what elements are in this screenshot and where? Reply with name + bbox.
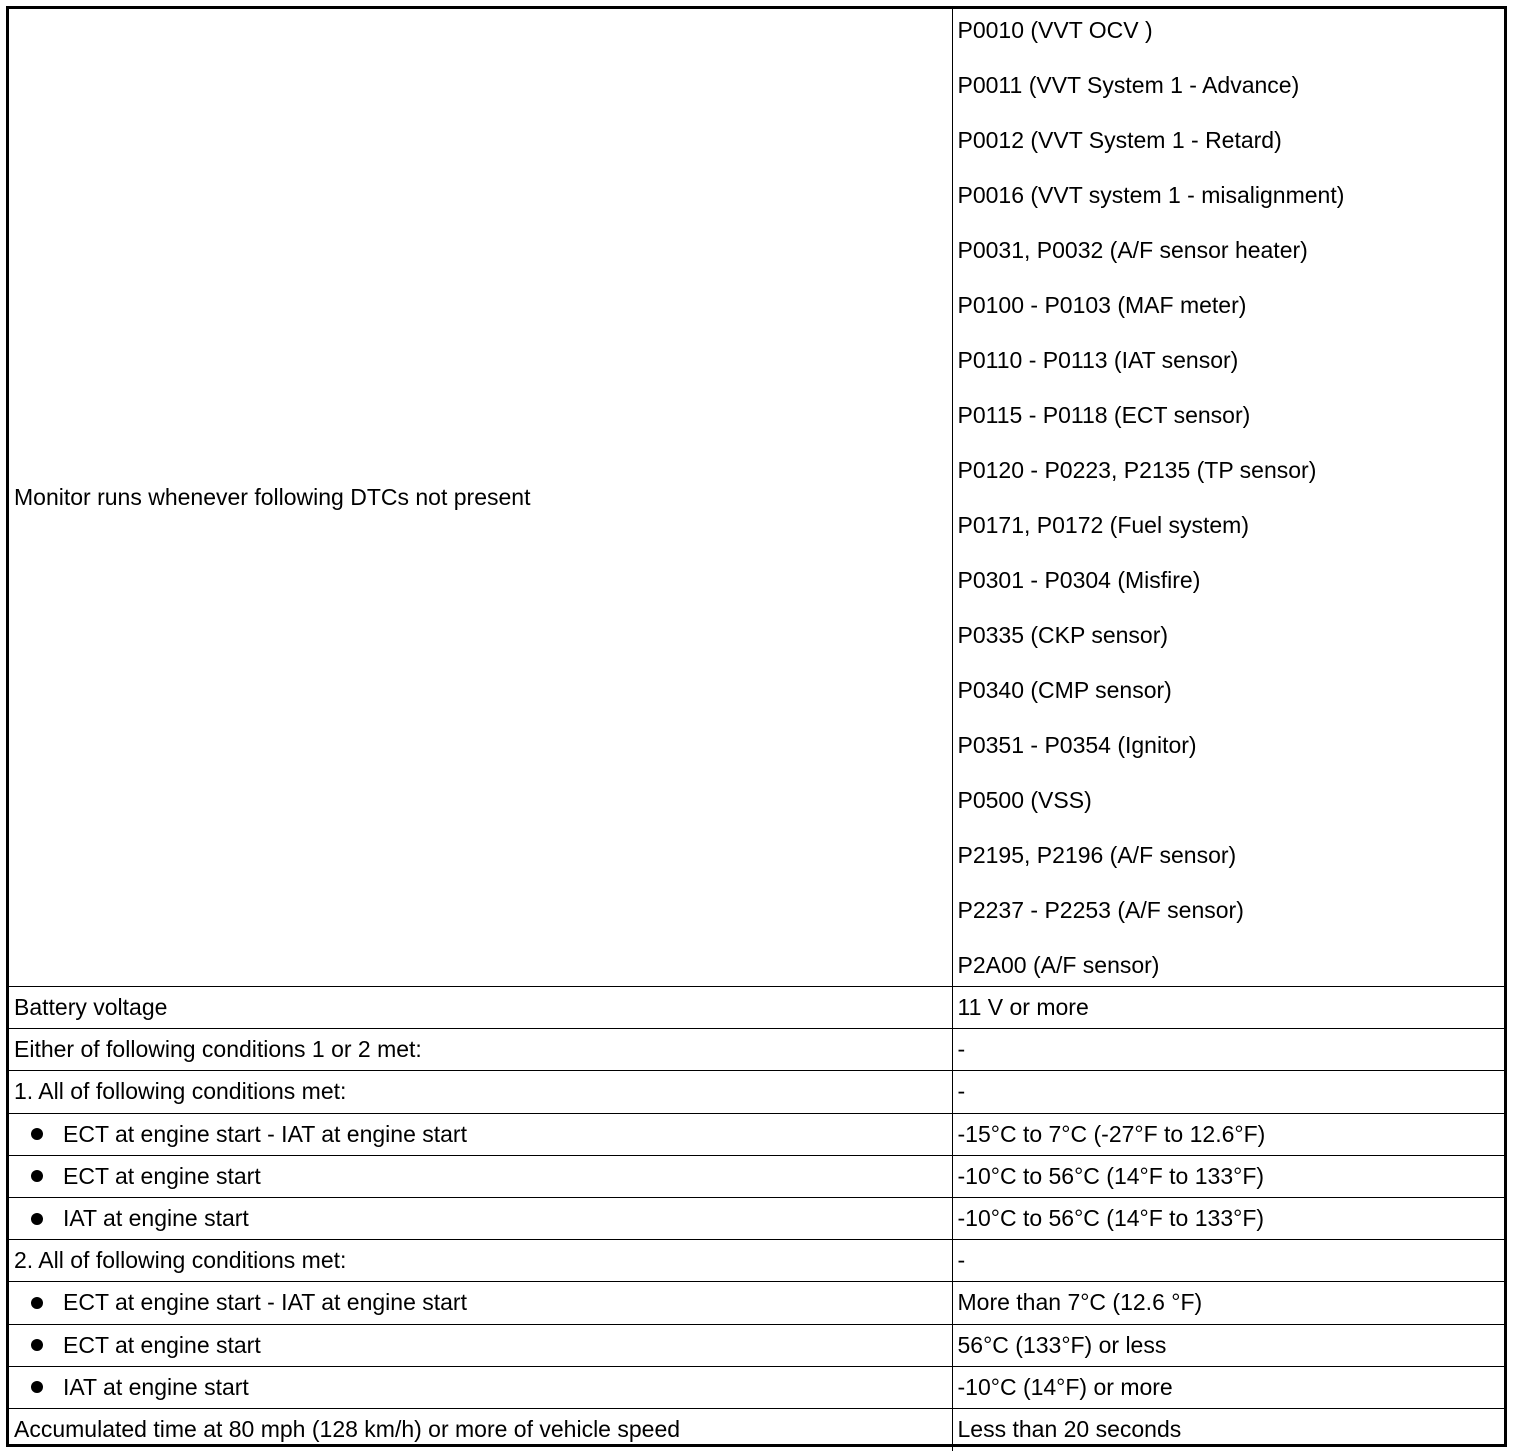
dtc-label-cell: Monitor runs whenever following DTCs not present <box>9 9 952 987</box>
condition-label: IAT at engine start <box>63 1373 249 1400</box>
table-row <box>9 1282 1504 1324</box>
condition-value: - <box>952 1071 1504 1113</box>
dtc-code: P0011 (VVT System 1 - Advance) <box>957 72 1300 98</box>
bullet-item <box>14 1291 952 1314</box>
condition-value: -10°C to 56°C (14°F to 133°F) <box>952 1155 1504 1197</box>
bullet-item <box>14 1207 952 1230</box>
bullet-dot-icon <box>31 1339 43 1351</box>
table-row <box>9 1071 1504 1113</box>
table-row <box>9 1113 1504 1155</box>
bullet-dot-icon <box>31 1297 43 1309</box>
bullet-item <box>14 1331 952 1358</box>
condition-value: -10°C (14°F) or more <box>952 1366 1504 1408</box>
table-row <box>9 1029 1504 1071</box>
condition-value: 56°C (133°F) or less <box>952 1324 1504 1366</box>
dtc-code: P0351 - P0354 (Ignitor) <box>957 732 1197 758</box>
condition-label-cell <box>9 1282 952 1324</box>
condition-label: ECT at engine start - IAT at engine start <box>63 1120 467 1147</box>
table-row <box>9 1366 1504 1408</box>
dtc-codes-cell <box>952 9 1504 987</box>
condition-label: ECT at engine start - IAT at engine start <box>63 1289 467 1316</box>
dtc-code: P2A00 (A/F sensor) <box>957 952 1160 978</box>
bullet-item <box>14 1162 952 1189</box>
condition-label: 1. All of following conditions met: <box>9 1071 952 1113</box>
condition-value: Less than 20 seconds <box>952 1408 1504 1450</box>
dtc-code: P0016 (VVT system 1 - misalignment) <box>957 182 1345 208</box>
condition-label: ECT at engine start <box>63 1162 261 1189</box>
dtc-code: P0120 - P0223, P2135 (TP sensor) <box>957 457 1317 483</box>
condition-label-cell <box>9 1155 952 1197</box>
dtc-code: P0012 (VVT System 1 - Retard) <box>957 127 1282 153</box>
table-row <box>9 1240 1504 1282</box>
condition-label: ECT at engine start <box>63 1331 261 1358</box>
bullet-dot-icon <box>31 1128 43 1140</box>
condition-value: More than 7°C (12.6 °F) <box>952 1282 1504 1324</box>
condition-value: -15°C to 7°C (-27°F to 12.6°F) <box>952 1113 1504 1155</box>
condition-label: Either of following conditions 1 or 2 met: <box>9 1029 952 1071</box>
dtc-code: P0335 (CKP sensor) <box>957 622 1169 648</box>
table-row <box>9 1155 1504 1197</box>
table-row <box>9 987 1504 1029</box>
condition-label: 2. All of following conditions met: <box>9 1240 952 1282</box>
dtc-code: P0100 - P0103 (MAF meter) <box>957 292 1247 318</box>
condition-label-cell <box>9 1113 952 1155</box>
condition-value: -10°C to 56°C (14°F to 133°F) <box>952 1197 1504 1239</box>
condition-value: - <box>952 1029 1504 1071</box>
dtc-code: P0171, P0172 (Fuel system) <box>957 512 1249 538</box>
table-row-dtc <box>9 9 1504 987</box>
condition-value: - <box>952 1240 1504 1282</box>
dtc-code-list <box>958 9 1505 986</box>
dtc-code: P2237 - P2253 (A/F sensor) <box>957 897 1244 923</box>
spec-table <box>9 9 1504 1451</box>
dtc-code: P0110 - P0113 (IAT sensor) <box>957 347 1239 373</box>
table-row <box>9 1197 1504 1239</box>
bullet-item <box>14 1373 952 1400</box>
condition-label: IAT at engine start <box>63 1205 249 1232</box>
dtc-code: P0115 - P0118 (ECT sensor) <box>957 402 1251 428</box>
condition-label-cell <box>9 1197 952 1239</box>
spec-table-frame <box>6 6 1507 1447</box>
dtc-code: P2195, P2196 (A/F sensor) <box>957 842 1237 868</box>
dtc-code: P0010 (VVT OCV ) <box>957 17 1153 43</box>
dtc-code: P0301 - P0304 (Misfire) <box>957 567 1201 593</box>
condition-value: 11 V or more <box>952 987 1504 1029</box>
condition-label-cell <box>9 1324 952 1366</box>
bullet-dot-icon <box>31 1170 43 1182</box>
bullet-dot-icon <box>31 1381 43 1393</box>
dtc-code: P0031, P0032 (A/F sensor heater) <box>957 237 1308 263</box>
bullet-item <box>14 1120 952 1147</box>
table-row <box>9 1324 1504 1366</box>
condition-label-cell <box>9 1366 952 1408</box>
bullet-dot-icon <box>31 1213 43 1225</box>
dtc-code: P0500 (VSS) <box>957 787 1092 813</box>
condition-label: Battery voltage <box>9 987 952 1029</box>
table-row <box>9 1408 1504 1450</box>
dtc-code: P0340 (CMP sensor) <box>957 677 1172 703</box>
condition-label: Accumulated time at 80 mph (128 km/h) or more of vehicle speed <box>9 1408 952 1450</box>
